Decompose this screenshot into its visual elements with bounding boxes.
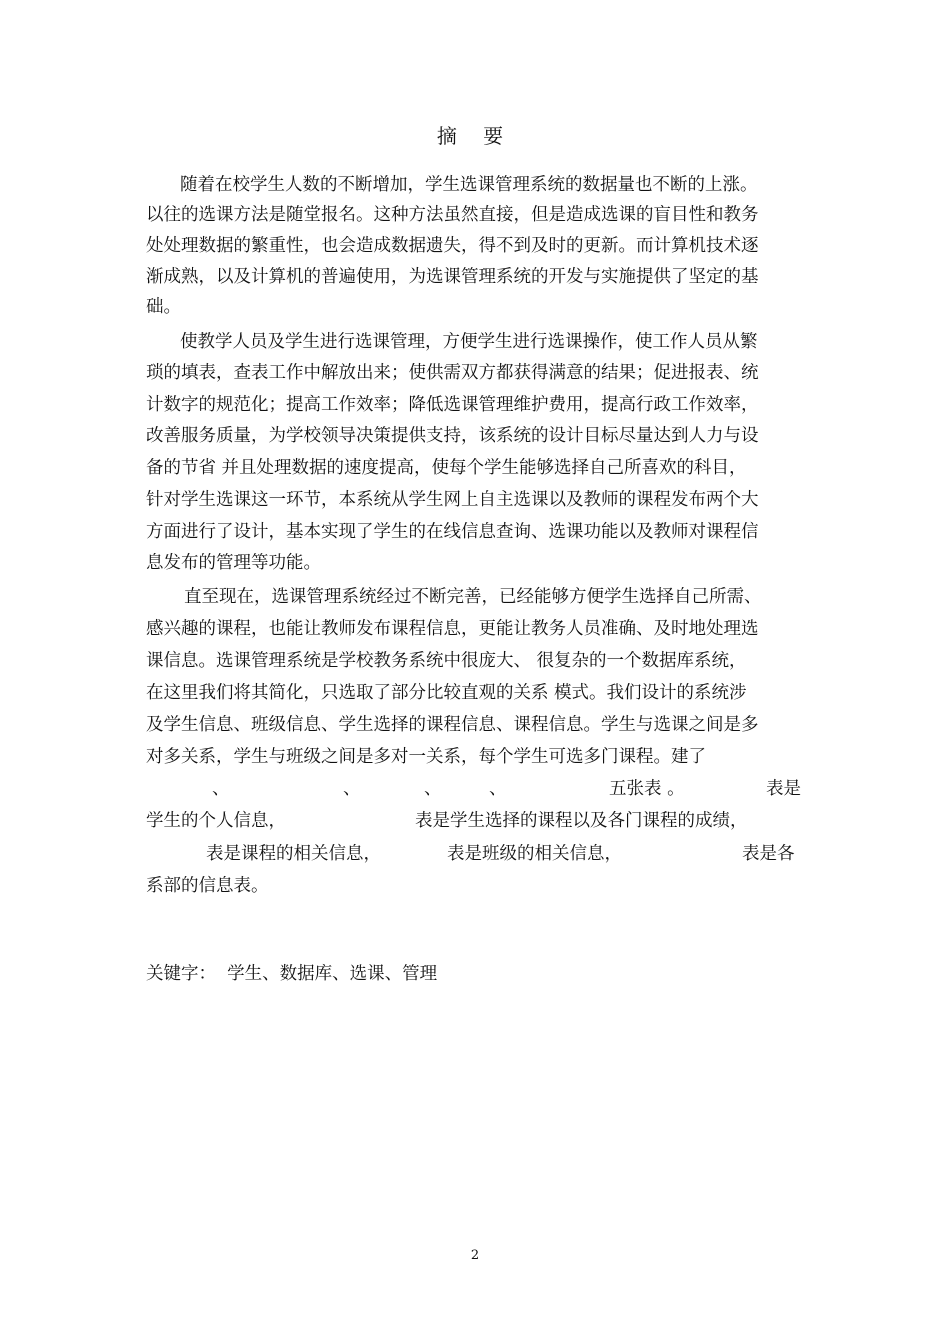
paragraph-3-line-1: 直至现在，选课管理系统经过不断完善，已经能够方便学生选择自己所需、 — [184, 587, 762, 607]
paragraph-2-line-6: 针对学生选课这一环节，本系统从学生网上自主选课以及教师的课程发布两个大 — [146, 490, 759, 510]
separator: 、 — [343, 779, 361, 799]
paragraph-2-line-3: 计数字的规范化；提高工作效率；降低选课管理维护费用，提高行政工作效率， — [146, 395, 759, 415]
paragraph-1-line-3: 处处理数据的繁重性，也会造成数据遗失，得不到及时的更新。而计算机技术逐 — [146, 236, 759, 256]
paragraph-3-line-3: 课信息。选课管理系统是学校教务系统中很庞大、 很复杂的一个数据库系统， — [146, 651, 747, 671]
page-number: 2 — [470, 1248, 480, 1263]
paragraph-1-line-4: 渐成熟，以及计算机的普遍使用，为选课管理系统的开发与实施提供了坚定的基 — [146, 267, 759, 287]
closing-line: 系部的信息表。 — [146, 876, 269, 896]
paragraph-1-line-1: 随着在校学生人数的不断增加，学生选课管理系统的数据量也不断的上涨。 — [180, 175, 758, 195]
student-info-text: 学生的个人信息， — [146, 811, 286, 831]
paragraph-2-line-1: 使教学人员及学生进行选课管理，方便学生进行选课操作，使工作人员从繁 — [180, 332, 758, 352]
page-title: 摘 要 — [436, 124, 514, 148]
paragraph-3-line-6: 对多关系，学生与班级之间是多对一关系，每个学生可选多门课程。建了 — [146, 747, 706, 767]
paragraph-3-line-2: 感兴趣的课程，也能让教师发布课程信息，更能让教务人员准确、及时地处理选 — [146, 619, 759, 639]
course-selection-text: 表是学生选择的课程以及各门课程的成绩， — [415, 811, 748, 831]
separator: 、 — [424, 779, 442, 799]
paragraph-2-line-8: 息发布的管理等功能。 — [146, 553, 321, 573]
paragraph-3-line-5: 及学生信息、班级信息、学生选择的课程信息、课程信息。学生与选课之间是多 — [146, 715, 759, 735]
separator: 、 — [489, 779, 507, 799]
class-info-text: 表是班级的相关信息， — [447, 844, 622, 864]
course-info-text: 表是课程的相关信息， — [206, 844, 381, 864]
paragraph-1-line-2: 以往的选课方法是随堂报名。这种方法虽然直接，但是造成选课的盲目性和教务 — [146, 205, 759, 225]
table-list-line — [146, 774, 806, 804]
paragraph-2-line-5: 备的节省 并且处理数据的速度提高，使每个学生能够选择自己所喜欢的科目， — [146, 458, 747, 478]
separator: 、 — [212, 779, 230, 799]
table-is-text: 表是 — [766, 779, 801, 799]
table-description-line-1 — [146, 806, 806, 836]
paragraph-1-line-5: 础。 — [146, 297, 181, 317]
table-description-line-2 — [146, 839, 806, 869]
paragraph-2-line-7: 方面进行了设计，基本实现了学生的在线信息查询、选课功能以及教师对课程信 — [146, 522, 759, 542]
five-tables-text: 五张表 。 — [609, 779, 685, 799]
table-is-each-text: 表是各 — [742, 844, 795, 864]
paragraph-2-line-4: 改善服务质量，为学校领导决策提供支持，该系统的设计目标尽量达到人力与设 — [146, 426, 759, 446]
keywords: 关键字： 学生、数据库、选课、管理 — [146, 964, 438, 984]
paragraph-2-line-2: 琐的填表，查表工作中解放出来；使供需双方都获得满意的结果；促进报表、统 — [146, 363, 759, 383]
paragraph-3-line-4: 在这里我们将其简化，只选取了部分比较直观的关系 模式。我们设计的系统涉 — [146, 683, 747, 703]
